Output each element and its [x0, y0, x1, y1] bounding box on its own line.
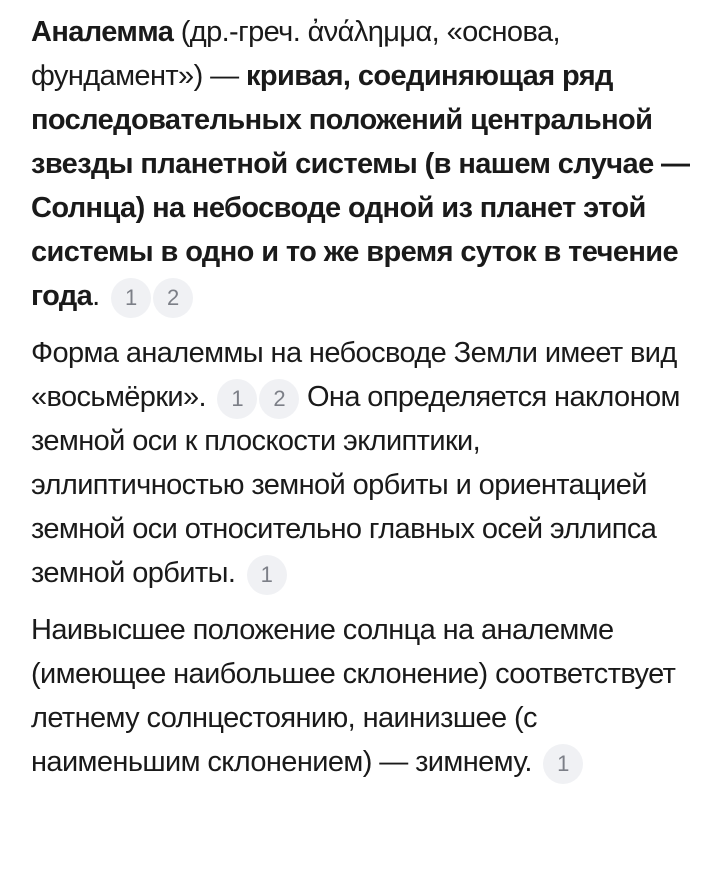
sentence-end: . — [92, 280, 100, 312]
citation-badge[interactable]: 1 — [111, 278, 151, 318]
etymology: (др.-греч. ἀνάλημμα, «основа, фундамент») — — [31, 16, 560, 92]
citation-badge[interactable]: 1 — [543, 744, 583, 784]
citation-badge[interactable]: 2 — [153, 278, 193, 318]
shape-detail-text: Она определяется наклоном земной оси к плоскости эклиптики, эллиптичностью земной орбиты и ориентацией земной оси относительно главных осей эллипса земной орбиты. — [31, 381, 680, 589]
shape-text: Форма аналеммы на небосводе Земли имеет вид «восьмёрки». — [31, 337, 677, 413]
citation-badge[interactable]: 1 — [217, 379, 257, 419]
citation-badge[interactable]: 1 — [247, 555, 287, 595]
citation-badge[interactable]: 2 — [259, 379, 299, 419]
paragraph-solstice — [31, 608, 690, 784]
paragraph-definition — [31, 10, 690, 318]
solstice-text: Наивысшее положение солнца на аналемме (имеющее наибольшее склонение) соответствует летнему солнцестоянию, наинизшее (с наименьшим склонением) — зимнему. — [31, 614, 676, 778]
definition-text: кривая, соединяющая ряд последовательных положений центральной звезды планетной системы (в нашем случае — Солнца) на небосводе одной из планет этой системы в одно и то же время суток в течение года — [31, 60, 690, 312]
paragraph-shape — [31, 331, 690, 595]
term: Аналемма — [31, 16, 174, 48]
